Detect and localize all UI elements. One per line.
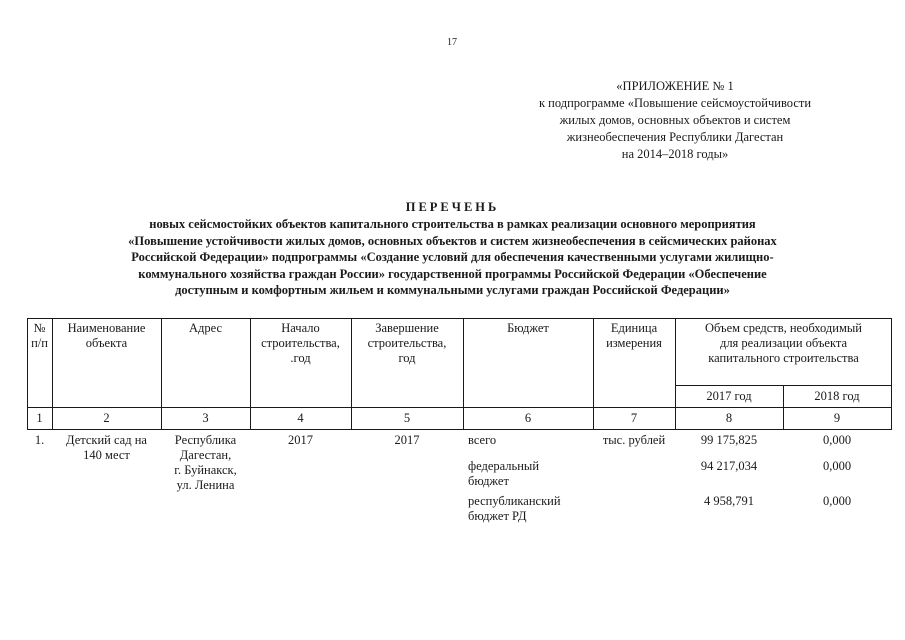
budget-2018-value: 0,000 <box>822 459 852 473</box>
row-number: 1. <box>34 433 45 447</box>
column-index: 8 <box>725 411 733 425</box>
budget-label: республиканский бюджет РД <box>468 494 561 523</box>
header-construction-end: Завершение строительства, год <box>367 321 447 365</box>
budget-2017-value: 4 958,791 <box>704 494 754 508</box>
column-index: 5 <box>403 411 411 425</box>
header-object-name: Наименование объекта <box>67 321 146 350</box>
appendix-header <box>505 78 845 163</box>
row-unit: тыс. рублей <box>602 433 666 447</box>
appendix-line: жилых домов, основных объектов и систем <box>559 113 791 127</box>
page-number: 17 <box>447 37 457 48</box>
row-object-name: Детский сад на 140 мест <box>66 433 147 462</box>
column-index: 7 <box>630 411 638 425</box>
header-address: Адрес <box>188 321 223 335</box>
document-title: ПЕРЕЧЕНЬ <box>405 200 500 214</box>
column-index: 6 <box>524 411 532 425</box>
subtitle-line: «Повышение устойчивости жилых домов, основных объектов и систем жизнеобеспечения в сейсмических районах <box>128 233 777 248</box>
header-budget: Бюджет <box>507 321 549 335</box>
row-start-year: 2017 <box>288 433 313 447</box>
appendix-line: «ПРИЛОЖЕНИЕ № 1 <box>616 79 734 93</box>
subtitle-line: доступным и комфортным жильем и коммунальными услугами граждан Российской Федерации» <box>175 283 730 297</box>
budget-2017-value: 99 175,825 <box>700 433 758 447</box>
row-end-year: 2017 <box>394 433 420 447</box>
subtitle-line: коммунального хозяйства граждан России» государственной программы Российской Федерации «Обеспечение <box>138 266 767 281</box>
objects-table-header <box>27 318 892 430</box>
budget-2017-value: 94 217,034 <box>700 459 758 473</box>
appendix-line: к подпрограмме «Повышение сейсмоустойчивости <box>538 96 812 110</box>
header-unit: Единица измерения <box>606 321 662 350</box>
column-index: 3 <box>202 411 209 425</box>
subtitle-line: Российской Федерации» подпрограммы «Создание условий для обеспечения качественными услугами жилищно- <box>131 250 774 264</box>
budget-2018-value: 0,000 <box>822 433 852 447</box>
column-index: 4 <box>297 411 304 425</box>
row-address: Республика Дагестан, г. Буйнакск, ул. Ленина <box>174 433 237 492</box>
header-year-2017: 2017 год <box>706 389 752 403</box>
header-construction-start: Начало строительства, .год <box>261 321 340 365</box>
header-year-2018: 2018 год <box>814 389 860 403</box>
column-index: 9 <box>833 411 841 425</box>
budget-label: всего <box>468 433 497 447</box>
subtitle-line: новых сейсмостойких объектов капитального строительства в рамках реализации основного мероприятия <box>149 217 756 231</box>
document-subtitle <box>50 216 855 299</box>
budget-label: федеральный бюджет <box>468 459 540 488</box>
column-index: 2 <box>103 411 110 425</box>
budget-2018-value: 0,000 <box>822 494 852 508</box>
header-number: № п/п <box>31 321 48 350</box>
table-border <box>27 318 892 319</box>
appendix-line: жизнеобеспечения Республики Дагестан <box>566 130 784 144</box>
column-index: 1 <box>36 411 43 425</box>
table-row <box>27 433 892 533</box>
table-border <box>27 407 892 408</box>
header-funds: Объем средств, необходимый для реализации объекта капитального строительства <box>705 321 862 365</box>
table-border <box>27 429 892 430</box>
appendix-line: на 2014–2018 годы» <box>621 147 729 161</box>
